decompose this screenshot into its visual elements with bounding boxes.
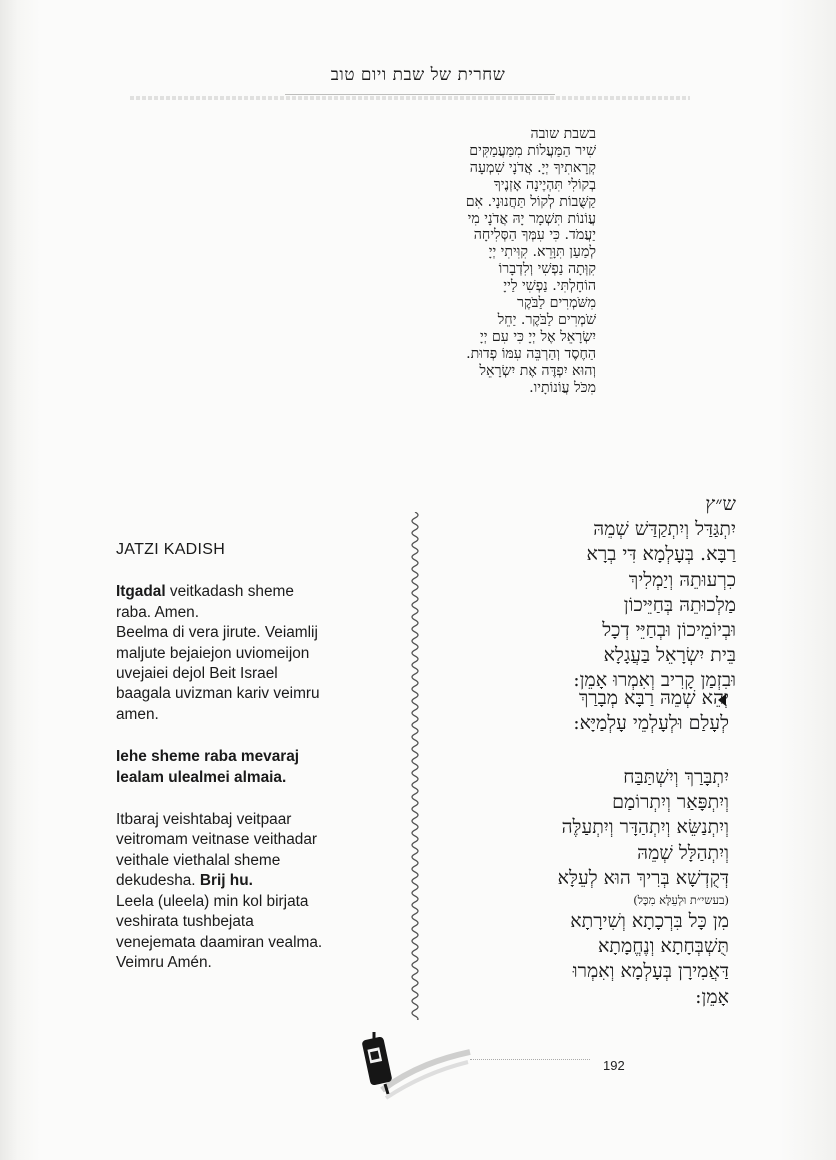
transliteration-line: Beelma di vera jirute. Veiamlij bbox=[116, 624, 318, 642]
transliteration-line: maljute bejaiejon uviomeijon bbox=[116, 644, 310, 662]
psalm-line: מִכֹּל עֲוֹנוֹתָיו. bbox=[529, 379, 596, 396]
bleedthrough-rule bbox=[130, 96, 690, 100]
kadish-line: ש״ץ bbox=[705, 493, 736, 515]
kadish-line: רַבָּא. בְּעָלְמָא דִּי בְרָא bbox=[586, 543, 736, 566]
psalm-line: שֹׁמְרִים לַבֹּקֶר. יַחֵל bbox=[497, 311, 596, 328]
kadish-line: כִרְעוּתֵהּ וְיַמְלִיךְ bbox=[628, 568, 736, 591]
psalm-line: קַשֻּׁבוֹת לְקוֹל תַּחֲנוּנָי. אִם bbox=[465, 193, 596, 210]
psalm-line: קִוְּתָה נַפְשִׁי וְלִדְבָרוֹ bbox=[498, 261, 596, 278]
psalm-line: בשבת שובה bbox=[530, 126, 596, 142]
psalm-line: קְרָאתִיךָ יְיָ. אֲדֹנָי שִׁמְעָה bbox=[469, 159, 596, 176]
kadish-hebrew-block bbox=[406, 492, 736, 694]
kadish-hebrew-response bbox=[399, 686, 729, 736]
kadish-line: וּבְיוֹמֵיכוֹן וּבְחַיֵּי דְכָל bbox=[602, 619, 736, 642]
psalm-line: הַחֶסֶד וְהַרְבֵּה עִמּוֹ פְדוּת. bbox=[466, 345, 596, 362]
psalm-line: מִשֹּׁמְרִים לַבֹּקֶר bbox=[517, 295, 596, 312]
transliteration-line: veshirata tushbejata bbox=[116, 913, 254, 931]
psalm-line: יִשְׂרָאֵל אֶל יְיָ כִּי עִם יְיָ bbox=[479, 328, 596, 345]
kadish-line: מַלְכוּתֵהּ בְּחַיֵּיכוֹן bbox=[623, 593, 736, 616]
psalm-line: בְקוֹלִי תִּהְיֶינָה אָזְנֶיךָ bbox=[493, 176, 596, 193]
psalm-line: וְהוּא יִפְדֶּה אֶת יִשְׂרָאֵל bbox=[479, 362, 596, 379]
kadish-ending-line: תֻּשְׁבְּחָתָא וְנֶחֱמָתָא bbox=[597, 935, 729, 958]
transliteration-line: raba. Amen. bbox=[116, 603, 199, 621]
page-title: שחרית של שבת ויום טוב bbox=[330, 65, 506, 85]
transliteration-paragraph-2 bbox=[116, 747, 376, 788]
psalm-line: עֲוֹנוֹת תִּשְׁמָר יָהּ אֲדֹנָי מִי bbox=[467, 210, 596, 227]
wavy-divider bbox=[405, 512, 425, 1020]
transliteration-line: amen. bbox=[116, 705, 159, 723]
kadish-line: וּבִזְמַן קָרִיב וְאִמְרוּ אָמֵן: bbox=[573, 669, 736, 692]
page-number: 192 bbox=[603, 1058, 625, 1073]
kadish-praise-line: וְיִתְהַלָּל שְׁמֵהּ bbox=[637, 841, 729, 864]
psalm-block bbox=[296, 126, 596, 397]
transliteration-line: Veimru Amén. bbox=[116, 953, 212, 971]
psalm-line: שִׁיר הַמַּעֲלוֹת מִמַּעֲמַקִּים bbox=[469, 142, 596, 159]
kadish-praise-line: וְיִתְנַשֵּׂא וְיִתְהַדָּר וְיִתְעַלֶּה bbox=[561, 816, 729, 839]
transliteration-line: lealam ulealmei almaia. bbox=[116, 768, 287, 786]
psalm-line: הוֹחָלְתִּי. נַפְשִׁי לַייָ bbox=[503, 278, 596, 295]
footer-rule bbox=[470, 1059, 590, 1060]
psalm-line: יַעֲמֹד. כִּי עִמְּךָ הַסְּלִיחָה bbox=[473, 227, 596, 244]
kadish-ending-line: אָמֵן: bbox=[695, 985, 729, 1008]
transliteration-first-word: Itgadal bbox=[116, 583, 166, 601]
kadish-line: יִתְגַּדַּל וְיִתְקַדַּשׁ שְׁמֵהּ bbox=[593, 518, 736, 541]
transliteration-heading: JATZI KADISH bbox=[116, 541, 226, 558]
transliteration-line: Itbaraj veishtabaj veitpaar bbox=[116, 811, 292, 829]
transliteration-paragraph-3: Itbaraj veishtabaj veitpaar veitromam veitnase veithadar veithale viethalal sheme dekudesha. Brij hu. Leela (uleela) min kol birjata veshirata tushbejata venejemata daamiran vealma. Veimru Amén. bbox=[116, 811, 323, 971]
transliteration-line: venejemata daamiran vealma. bbox=[116, 933, 323, 951]
kadish-response-line: לְעָלַם וּלְעָלְמֵי עָלְמַיָּא: bbox=[573, 712, 729, 735]
kadish-hebrew-praise bbox=[399, 765, 729, 1010]
transliteration-line: Iehe sheme raba mevaraj bbox=[116, 748, 300, 766]
header-rule bbox=[285, 94, 555, 95]
torah-scroll-logo bbox=[352, 1028, 472, 1108]
kadish-ending-line: דַּאֲמִירָן בְּעָלְמָא וְאִמְרוּ bbox=[572, 960, 729, 983]
kadish-praise-line: יִתְבָּרַךְ וְיִשְׁתַּבַּח bbox=[623, 766, 729, 788]
psalm-line: לְמַעַן תִּוָּרֵא. קִוִּיתִי יְיָ bbox=[488, 244, 596, 261]
transliteration-line: uvejaiei dejol Beit Israel bbox=[116, 665, 278, 683]
kadish-note: (בעשי״ת וּלְעֵלָּא מִכָּל) bbox=[633, 893, 729, 908]
kadish-ending-line: מִן כָּל בִּרְכָתָא וְשִׁירָתָא bbox=[570, 910, 729, 933]
kadish-line: בֵּית יִשְׂרָאֵל בַּעֲגָלָא bbox=[603, 644, 736, 667]
transliteration-line: Leela (uleela) min kol birjata bbox=[116, 892, 309, 910]
transliteration-line: veithale viethalal sheme bbox=[116, 851, 281, 869]
transliteration-paragraph-1: Itgadal veitkadash sheme raba. Amen. Beelma di vera jirute. Veiamlij maljute bejaiejon uviomeijon uvejaiei dejol Beit Israel baagala uvizman kariv veimru amen. bbox=[116, 583, 320, 723]
transliteration-block bbox=[116, 540, 376, 995]
kadish-praise-line: דְּקֻדְשָׁא בְּרִיךְ הוּא לְעֵלָּא bbox=[557, 866, 729, 889]
transliteration-line: veitromam veitnase veithadar bbox=[116, 831, 318, 849]
kadish-praise-line: וְיִתְפָּאַר וְיִתְרוֹמַם bbox=[612, 791, 729, 814]
kadish-response-line: יְהֵא שְׁמֵהּ רַבָּא מְבָרַךְ bbox=[578, 687, 729, 709]
transliteration-line: baagala uvizman kariv veimru bbox=[116, 685, 320, 703]
